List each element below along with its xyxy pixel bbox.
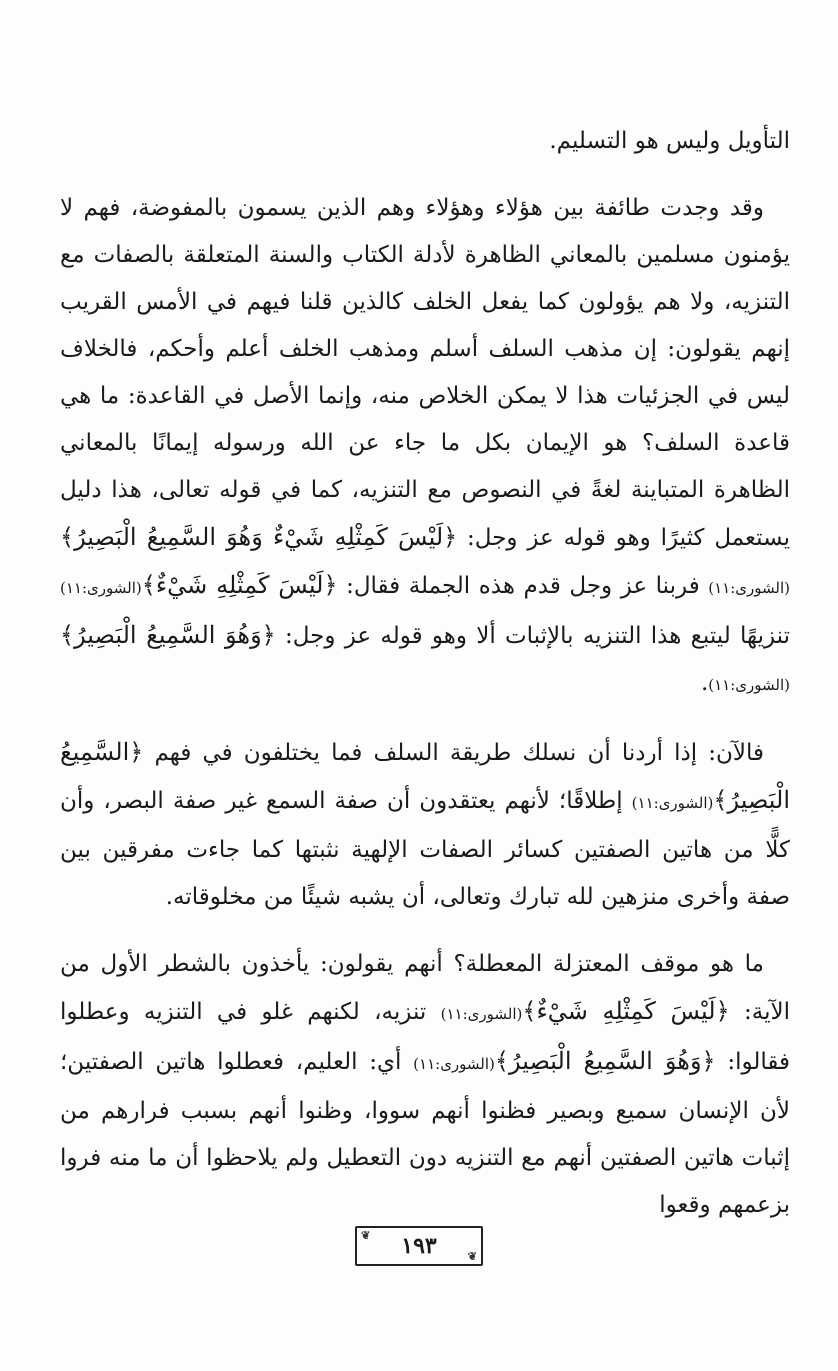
paragraph-text: فالآن: إذا أردنا أن نسلك طريقة السلف فما يختلفون في فهم (143, 740, 764, 766)
verse-reference: (الشورى:١١) (440, 1005, 523, 1023)
page-footer (0, 1226, 838, 1266)
paragraph-text: أي: العليم، فعطلوا هاتين الصفتين؛ لأن الإنسان سميع وبصير فظنوا أنهم سووا، وظنوا أنهم بسبب فرارهم من إثبات هاتين الصفتين أنهم مع التنزيه دون التعطيل ولم يلاحظوا أن ما منه فروا بزعمهم وقعوا (60, 1049, 790, 1218)
verse-reference: (الشورى:١١) (413, 1055, 495, 1073)
paragraph-text: تنزيهًا ليتبع هذا التنزيه بالإثبات ألا وهو قوله عز وجل: (275, 623, 791, 649)
paragraph-text: إطلاقًا؛ لأنهم يعتقدون أن صفة السمع غير صفة البصر، وأن كلًّا من هاتين الصفتين كسائر الصفات الإلهية نثبتها كما جاءت مفرقين بين صفة وأخرى منزهين لله تبارك وتعالى، أن يشبه شيئًا من مخلوقاته. (60, 788, 790, 910)
paragraph (60, 941, 790, 1229)
quran-verse: ﴿وَهُوَ السَّمِيعُ الْبَصِيرُ﴾ (494, 1047, 716, 1075)
frame-ornament-icon: ❦ (361, 1229, 371, 1242)
paragraph (60, 729, 790, 921)
quran-verse: ﴿وَهُوَ السَّمِيعُ الْبَصِيرُ﴾ (60, 621, 276, 649)
quran-verse: ﴿السَّمِيعُ الْبَصِيرُ﴾ (60, 738, 790, 814)
paragraph-text: تنزيه، لكنهم غلو في التنزيه وعطلوا فقالوا: (60, 999, 791, 1075)
quran-verse: ﴿لَيْسَ كَمِثْلِهِ شَيْءٌ وَهُوَ السَّمِيعُ الْبَصِيرُ﴾ (60, 523, 458, 551)
verse-reference: (الشورى:١١) (631, 794, 714, 812)
paragraph-text: . (700, 670, 709, 696)
page-number-frame (355, 1226, 483, 1266)
verse-reference: (الشورى:١١) (708, 676, 790, 694)
paragraph (60, 185, 790, 709)
paragraph-text: ما هو موقف المعتزلة المعطلة؟ أنهم يقولون: يأخذون بالشطر الأول من الآية: (60, 951, 790, 1025)
quran-verse: ﴿لَيْسَ كَمِثْلِهِ شَيْءٌ﴾ (522, 997, 730, 1025)
paragraph-text: التأويل وليس هو التسليم. (549, 128, 790, 154)
paragraph-text: وقد وجدت طائفة بين هؤلاء وهؤلاء وهم الذين يسمون بالمفوضة، فهم لا يؤمنون مسلمين بالمعاني الظاهرة لأدلة الكتاب والسنة المتعلقة بالصفات مع التنزيه، ولا هم يؤولون كما يفعل الخلف كالذين قلنا فيهم في الأمس القريب إنهم يقولون: إن مذهب السلف أسلم ومذهب الخلف أعلم وأحكم، فالخلاف ليس في الجزئيات هذا لا يمكن الخلاص منه، وإنما الأصل في القاعدة: ما هي قاعدة السلف؟ هو الإيمان بكل ما جاء عن الله ورسوله إيمانًا بالمعاني الظاهرة المتباينة لغةً في النصوص مع التنزيه، كما في قوله تعالى، هذا دليل يستعمل كثيرًا وهو قوله عز وجل: (60, 195, 791, 551)
paragraph (60, 118, 790, 165)
body-text (60, 118, 790, 1249)
quran-verse: ﴿لَيْسَ كَمِثْلِهِ شَيْءٌ﴾ (141, 571, 338, 599)
frame-ornament-icon: ❦ (467, 1250, 477, 1263)
page-number: ١٩٣ (401, 1233, 437, 1259)
paragraph-text: فربنا عز وجل قدم هذه الجملة فقال: (337, 573, 709, 599)
verse-reference: (الشورى:١١) (708, 579, 790, 597)
verse-reference: (الشورى:١١) (60, 579, 142, 597)
